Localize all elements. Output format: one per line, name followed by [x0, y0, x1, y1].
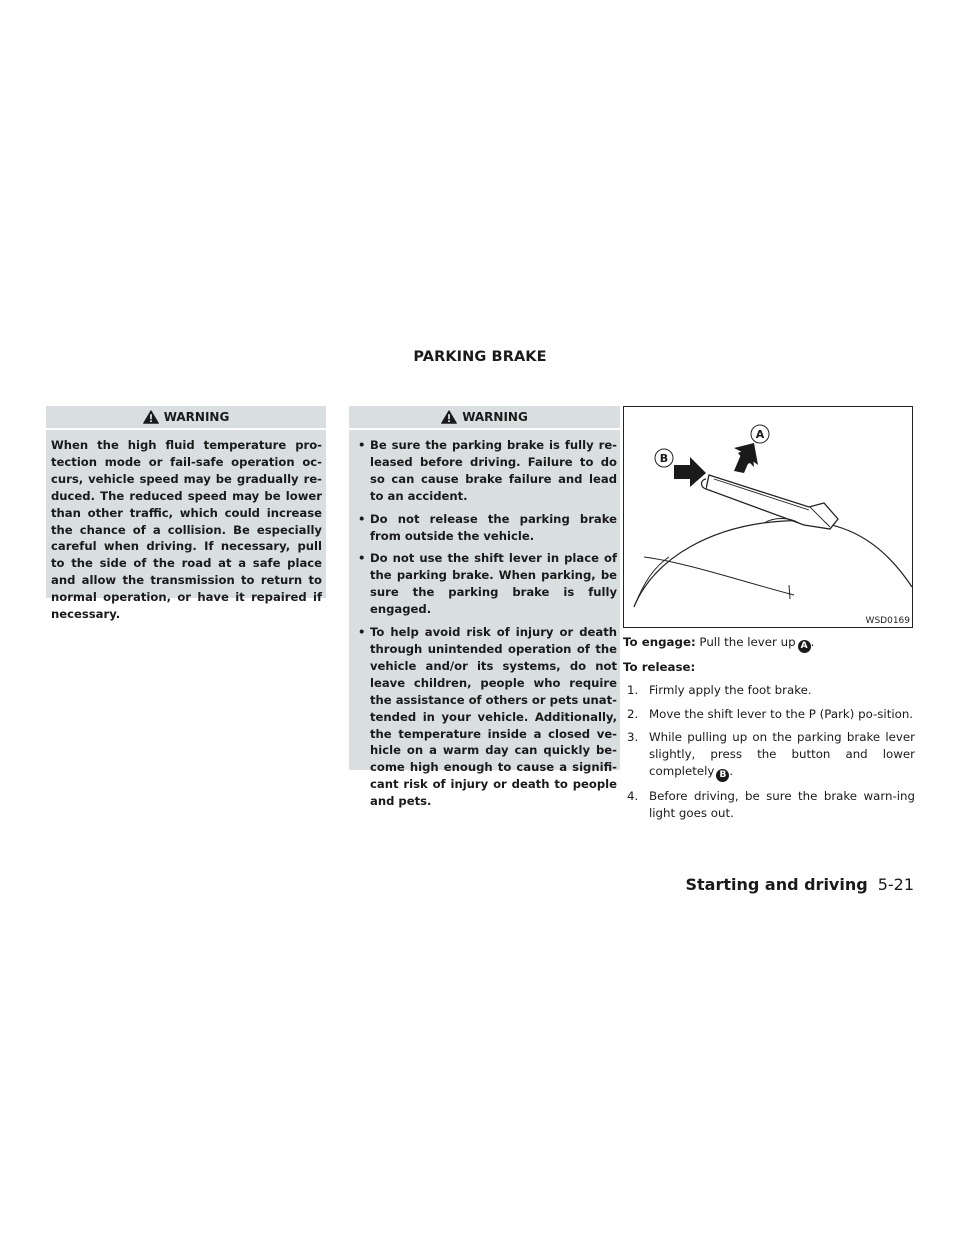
- release-label: To release:: [623, 660, 696, 675]
- marker-b-icon: B: [716, 769, 729, 782]
- step-number: 3.: [627, 729, 639, 744]
- step-number: 1.: [627, 683, 639, 698]
- warning-list-container: [349, 430, 620, 824]
- warning-text: When the high fluid temperature pro-tection mode or fail-safe operation oc-curs, vehicle speed may be gradually re-duced. The reduced speed may be lower than other traffic, which could increase the chance of a collision. Be especially careful when driving. If necessary, pull to the side of the road at a safe place and allow the transmission to return to normal operation, or have it repaired if necessary.: [51, 438, 322, 622]
- warning-list-item: • Be sure the parking brake is fully re-leased before driving. Failure to do so can cause brake failure and lead to an accident.: [354, 437, 617, 505]
- engage-end: .: [810, 635, 815, 649]
- parking-brake-illustration: [623, 406, 913, 628]
- release-step: [623, 706, 915, 723]
- engage-paragraph: [623, 634, 915, 653]
- warning-heading: WARNING: [462, 410, 528, 424]
- warning-list: [354, 437, 617, 810]
- warning-list-item: • Do not release the parking brake from outside the vehicle.: [354, 511, 617, 545]
- step-number: 4.: [627, 789, 639, 804]
- warning-box-fluid-temperature: [46, 406, 326, 622]
- page-footer: [685, 875, 914, 894]
- engage-text: Pull the lever up: [699, 635, 796, 649]
- warning-list-item: • To help avoid risk of injury or death through unintended operation of the vehicle and/or its systems, do not leave children, people who require the assistance of others or pets unat-tended in your vehicle. Additionally, the temperature inside a closed ve-hicle on a warm day can quickly be-come high enough to cause a signifi-cant risk of injury or death to people and pets.: [354, 624, 617, 810]
- release-step: [623, 682, 915, 699]
- brake-instructions: [623, 634, 915, 829]
- step-end: .: [729, 764, 734, 779]
- page-title: PARKING BRAKE: [413, 349, 547, 365]
- warning-box-parking-brake: [349, 406, 620, 809]
- footer-section-name: Starting and driving: [685, 875, 868, 894]
- warning-header: [349, 406, 620, 430]
- page-number: 5-21: [877, 875, 914, 894]
- engage-label: To engage:: [623, 635, 696, 649]
- release-step: [623, 788, 915, 822]
- callout-a-label: A: [755, 428, 765, 441]
- warning-list-item: • Do not use the shift lever in place of the parking brake. When parking, be sure the parking brake is fully engaged.: [354, 550, 617, 618]
- warning-triangle-icon: [441, 410, 457, 424]
- step-text: While pulling up on the parking brake lever slightly, press the button and lower completely: [649, 729, 915, 779]
- step-number: 2.: [627, 706, 639, 721]
- warning-triangle-icon: [143, 410, 159, 424]
- callout-b-label: B: [659, 452, 669, 465]
- step-text: Move the shift lever to the P (Park) po-sition.: [649, 706, 914, 721]
- release-steps: [623, 682, 915, 822]
- step-text: Firmly apply the foot brake.: [649, 683, 812, 698]
- step-text: Before driving, be sure the brake warn-ing light goes out.: [649, 789, 915, 821]
- warning-heading: WARNING: [163, 410, 230, 424]
- marker-a-icon: A: [798, 640, 811, 653]
- release-step: [623, 729, 915, 783]
- warning-header: [46, 406, 326, 430]
- figure-code: WSD0169: [865, 616, 910, 626]
- parking-brake-lever-drawing: [624, 407, 912, 627]
